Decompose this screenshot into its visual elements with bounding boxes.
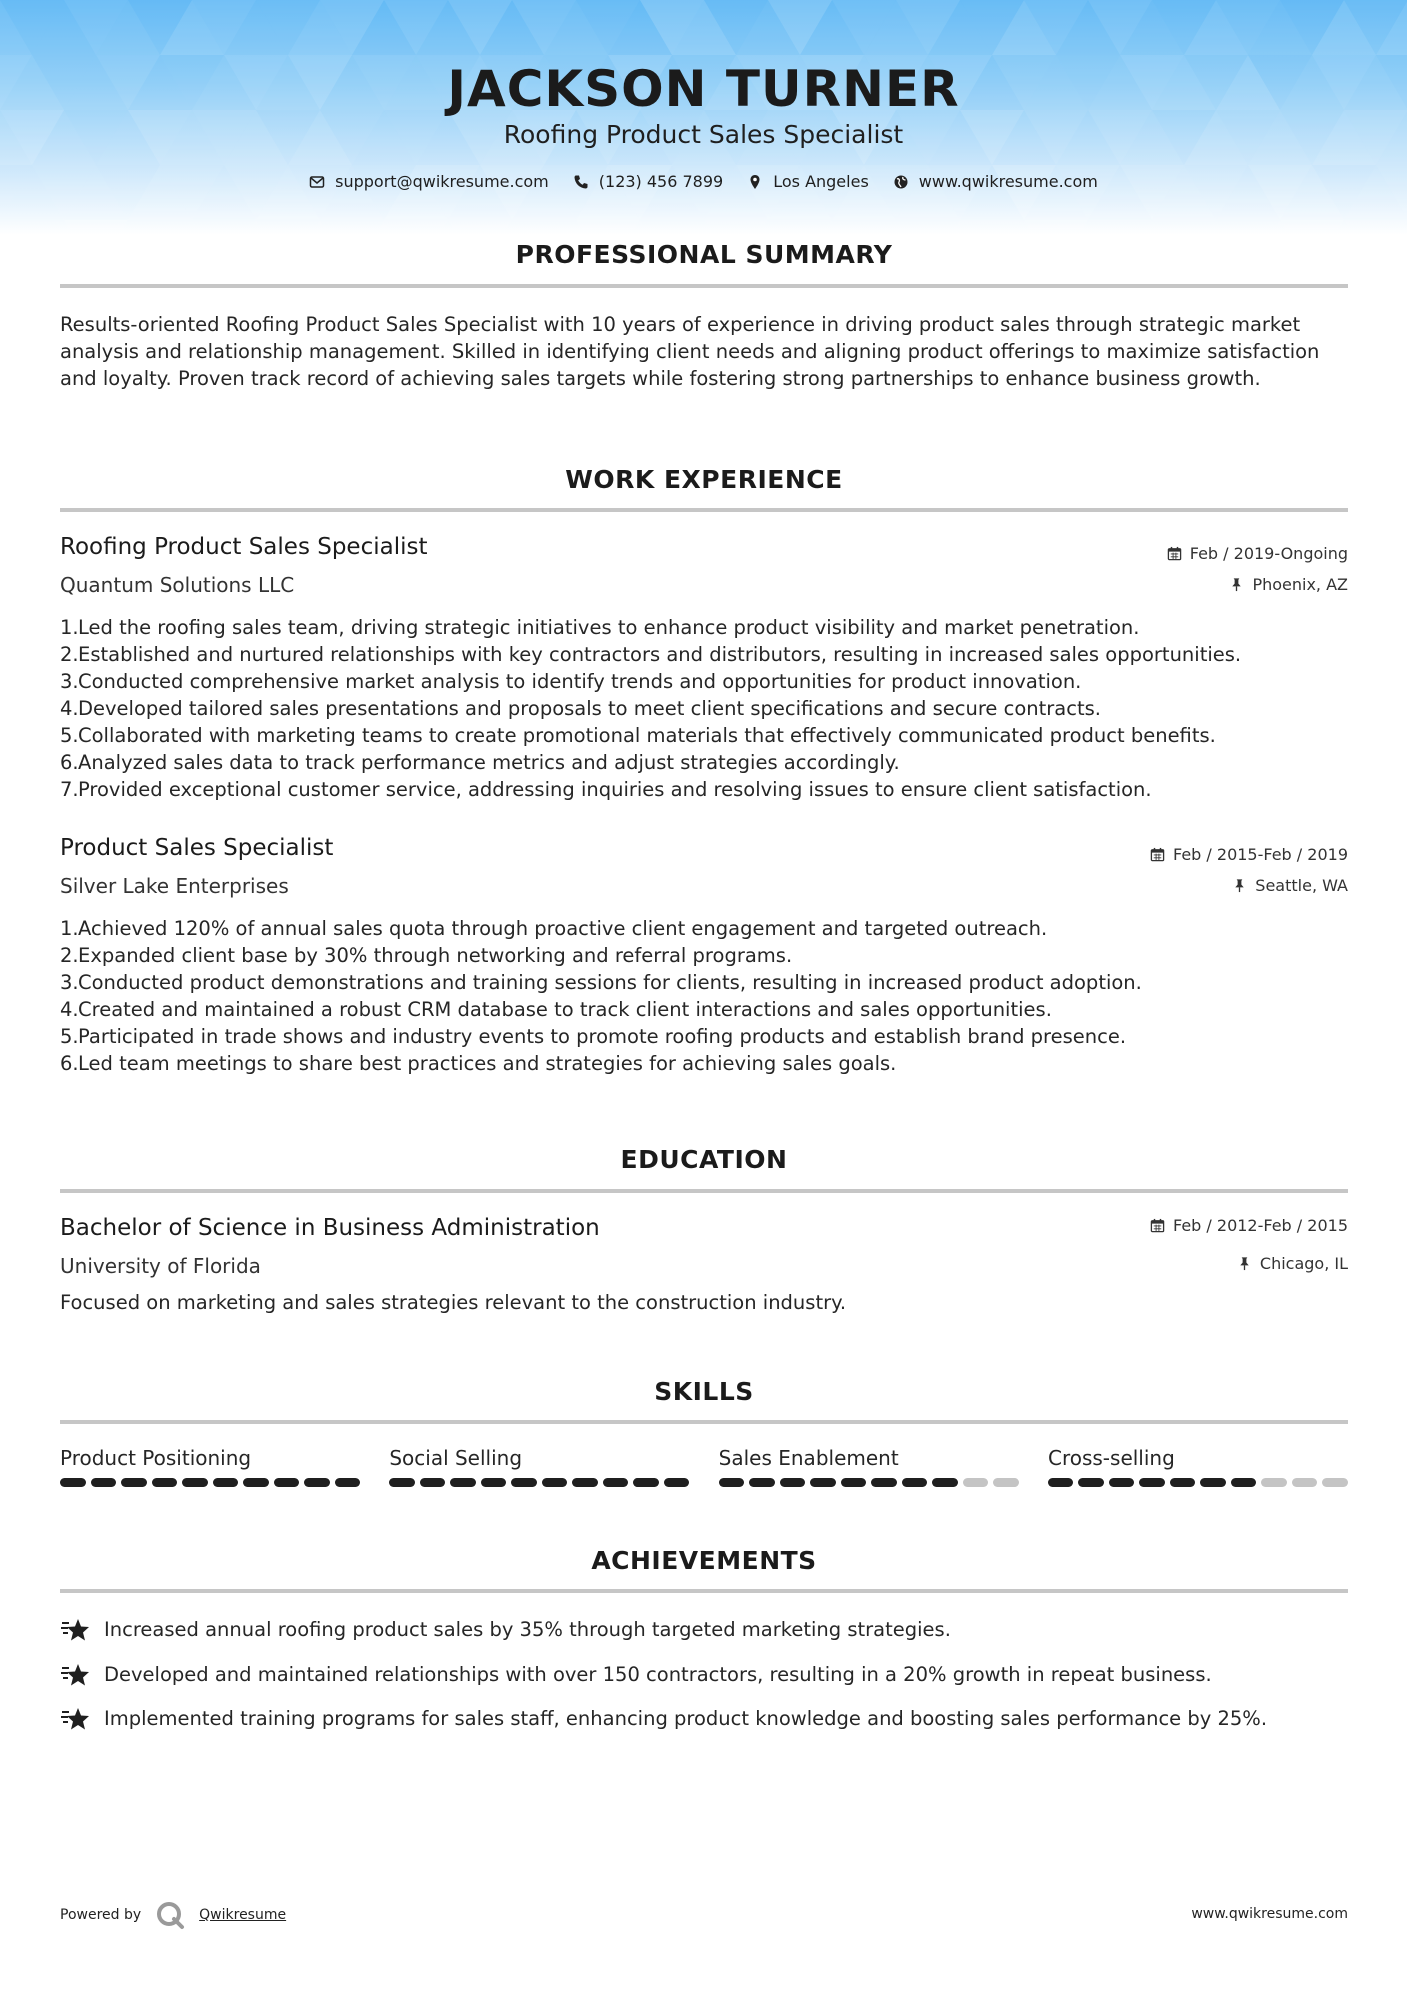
envelope-icon: [309, 174, 325, 190]
qwikresume-logo-icon: [155, 1900, 185, 1930]
education-dates: [1150, 1216, 1348, 1235]
skill-item: [389, 1446, 689, 1487]
contact-phone[interactable]: [573, 172, 723, 191]
job-company: Silver Lake Enterprises: [60, 874, 289, 898]
skill-name: Social Selling: [389, 1446, 523, 1470]
contact-location-text: Los Angeles: [773, 172, 869, 191]
list-item: 6. Analyzed sales data to track performance metrics and adjust strategies accordingly.: [60, 751, 900, 774]
job-duties-list: [60, 614, 1360, 803]
contact-website-text: www.qwikresume.com: [918, 172, 1098, 191]
phone-icon: [573, 174, 589, 190]
contact-email-text: support@qwikresume.com: [335, 172, 549, 191]
achievement-text: Implemented training programs for sales staff, enhancing product knowledge and boosting sales performance by 25%.: [104, 1707, 1268, 1730]
skill-segment-empty: [993, 1478, 1019, 1487]
contact-website[interactable]: [893, 172, 1098, 191]
section-title-summary: PROFESSIONAL SUMMARY: [515, 240, 893, 269]
skill-segment-filled: [152, 1478, 178, 1487]
job-dates-text: Feb / 2015-Feb / 2019: [1173, 845, 1348, 864]
section-divider: [60, 1420, 1348, 1424]
list-item: 5. Collaborated with marketing teams to create promotional materials that effectively communicated product benefits.: [60, 724, 1216, 747]
skills-list: [60, 1446, 1348, 1487]
education-school: University of Florida: [60, 1254, 261, 1278]
star-award-icon: [60, 1617, 92, 1645]
list-item: 1. Led the roofing sales team, driving strategic initiatives to enhance product visibility and market penetration.: [60, 616, 1140, 639]
skill-segment-filled: [420, 1478, 446, 1487]
skill-segment-filled: [719, 1478, 745, 1487]
job-company: Quantum Solutions LLC: [60, 573, 295, 597]
skill-segment-filled: [749, 1478, 775, 1487]
job-title: Product Sales Specialist: [60, 835, 334, 861]
list-item: 1. Achieved 120% of annual sales quota through proactive client engagement and targeted outreach.: [60, 917, 1048, 940]
job-duties-list: [60, 915, 1360, 1077]
skill-segment-filled: [871, 1478, 897, 1487]
skill-segment-filled: [1231, 1478, 1257, 1487]
list-item: 5. Participated in trade shows and industry events to promote roofing products and establish brand presence.: [60, 1025, 1127, 1048]
skill-segment-filled: [182, 1478, 208, 1487]
job-dates: [1167, 544, 1348, 563]
education-location: [1237, 1254, 1348, 1273]
skill-item: [1048, 1446, 1348, 1487]
pushpin-icon: [1237, 1256, 1252, 1271]
contact-location: [747, 172, 869, 191]
skill-level-bar: [1048, 1478, 1348, 1487]
skill-segment-filled: [481, 1478, 507, 1487]
skill-segment-filled: [304, 1478, 330, 1487]
skill-segment-filled: [450, 1478, 476, 1487]
achievement-item: [60, 1705, 1348, 1734]
skill-segment-filled: [932, 1478, 958, 1487]
skill-name: Product Positioning: [60, 1446, 252, 1470]
powered-by-label: Powered by: [60, 1907, 142, 1923]
job-location-text: Seattle, WA: [1255, 876, 1348, 895]
qwikresume-brand-link[interactable]: Qwikresume: [199, 1907, 287, 1923]
candidate-name: JACKSON TURNER: [447, 60, 960, 118]
job-dates: [1150, 845, 1348, 864]
skill-level-bar: [60, 1478, 360, 1487]
skill-segment-filled: [1078, 1478, 1104, 1487]
skill-segment-filled: [243, 1478, 269, 1487]
list-item: 6. Led team meetings to share best practices and strategies for achieving sales goals.: [60, 1052, 897, 1075]
list-item: 7. Provided exceptional customer service, addressing inquiries and resolving issues to ensure client satisfaction.: [60, 778, 1152, 801]
resume-header: [0, 0, 1407, 235]
skill-segment-filled: [841, 1478, 867, 1487]
skill-segment-filled: [213, 1478, 239, 1487]
skill-segment-filled: [1170, 1478, 1196, 1487]
skill-segment-filled: [603, 1478, 629, 1487]
skill-segment-filled: [60, 1478, 86, 1487]
section-title-education: EDUCATION: [620, 1145, 788, 1174]
skill-item: [719, 1446, 1019, 1487]
section-title-achievements: ACHIEVEMENTS: [591, 1546, 817, 1575]
skill-level-bar: [389, 1478, 689, 1487]
summary-text: Results-oriented Roofing Product Sales Specialist with 10 years of experience in driving product sales through strategic market analysis and relationship management. Skilled in identifying client needs and aligning product offerings to maximize satisfaction and loyalty. Proven track record of achieving sales targets while fostering strong partnerships to enhance business growth.: [60, 313, 1320, 390]
list-item: 2. Established and nurtured relationships with key contractors and distributors, resulting in increased sales opportunities.: [60, 643, 1242, 666]
achievement-item: [60, 1661, 1348, 1690]
skill-name: Sales Enablement: [718, 1446, 899, 1470]
skill-segment-filled: [1139, 1478, 1165, 1487]
achievement-text: Increased annual roofing product sales by 35% through targeted marketing strategies.: [104, 1618, 951, 1641]
list-item: 4. Created and maintained a robust CRM database to track client interactions and sales opportunities.: [60, 998, 1052, 1021]
section-title-experience: WORK EXPERIENCE: [565, 465, 843, 494]
globe-icon: [893, 174, 909, 190]
skill-segment-filled: [780, 1478, 806, 1487]
star-award-icon: [60, 1662, 92, 1690]
skill-segment-filled: [1048, 1478, 1074, 1487]
skill-segment-filled: [511, 1478, 537, 1487]
skill-segment-empty: [963, 1478, 989, 1487]
section-divider: [60, 1189, 1348, 1193]
list-item: 2. Expanded client base by 30% through networking and referral programs.: [60, 944, 793, 967]
job-title: Roofing Product Sales Specialist: [60, 534, 428, 560]
footer-website[interactable]: www.qwikresume.com: [1191, 1906, 1348, 1922]
job-location: [1232, 876, 1348, 895]
candidate-role: Roofing Product Sales Specialist: [503, 120, 904, 149]
calendar-icon: [1150, 847, 1165, 862]
education-dates-text: Feb / 2012-Feb / 2015: [1173, 1216, 1348, 1235]
education-location-text: Chicago, IL: [1259, 1254, 1348, 1273]
skill-segment-filled: [572, 1478, 598, 1487]
skill-name: Cross-selling: [1047, 1446, 1175, 1470]
skill-segment-filled: [542, 1478, 568, 1487]
calendar-icon: [1167, 546, 1182, 561]
section-divider: [60, 508, 1348, 512]
section-divider: [60, 1589, 1348, 1593]
calendar-icon: [1150, 1218, 1165, 1233]
skill-level-bar: [719, 1478, 1019, 1487]
skill-segment-filled: [274, 1478, 300, 1487]
skill-segment-filled: [664, 1478, 690, 1487]
skill-segment-filled: [335, 1478, 361, 1487]
pushpin-icon: [1229, 577, 1244, 592]
skill-segment-empty: [1322, 1478, 1348, 1487]
skill-segment-filled: [121, 1478, 147, 1487]
list-item: 3. Conducted comprehensive market analysis to identify trends and opportunities for product innovation.: [60, 670, 1082, 693]
section-title-skills: SKILLS: [654, 1377, 754, 1406]
achievement-text: Developed and maintained relationships with over 150 contractors, resulting in a 20% growth in repeat business.: [104, 1663, 1212, 1686]
skill-segment-filled: [810, 1478, 836, 1487]
job-dates-text: Feb / 2019-Ongoing: [1189, 544, 1348, 563]
skill-segment-filled: [902, 1478, 928, 1487]
skill-segment-filled: [633, 1478, 659, 1487]
job-location: [1229, 575, 1348, 594]
education-description: Focused on marketing and sales strategies relevant to the construction industry.: [60, 1291, 847, 1314]
skill-segment-filled: [1109, 1478, 1135, 1487]
skill-segment-empty: [1261, 1478, 1287, 1487]
list-item: 3. Conducted product demonstrations and training sessions for clients, resulting in increased product adoption.: [60, 971, 1142, 994]
section-divider: [60, 284, 1348, 288]
skill-segment-filled: [1200, 1478, 1226, 1487]
contact-bar: [0, 172, 1407, 191]
skill-segment-filled: [389, 1478, 415, 1487]
skill-segment-filled: [91, 1478, 117, 1487]
job-location-text: Phoenix, AZ: [1252, 575, 1348, 594]
contact-email[interactable]: [309, 172, 549, 191]
contact-phone-text: (123) 456 7899: [598, 172, 724, 191]
list-item: 4. Developed tailored sales presentations and proposals to meet client specifications and secure contracts.: [60, 697, 1101, 720]
pushpin-icon: [1232, 878, 1247, 893]
achievement-item: [60, 1616, 1348, 1645]
footer-powered-by: [60, 1900, 286, 1930]
skill-item: [60, 1446, 360, 1487]
map-pin-icon: [747, 174, 763, 190]
skill-segment-empty: [1292, 1478, 1318, 1487]
education-degree: Bachelor of Science in Business Administration: [60, 1215, 600, 1241]
star-award-icon: [60, 1706, 92, 1734]
